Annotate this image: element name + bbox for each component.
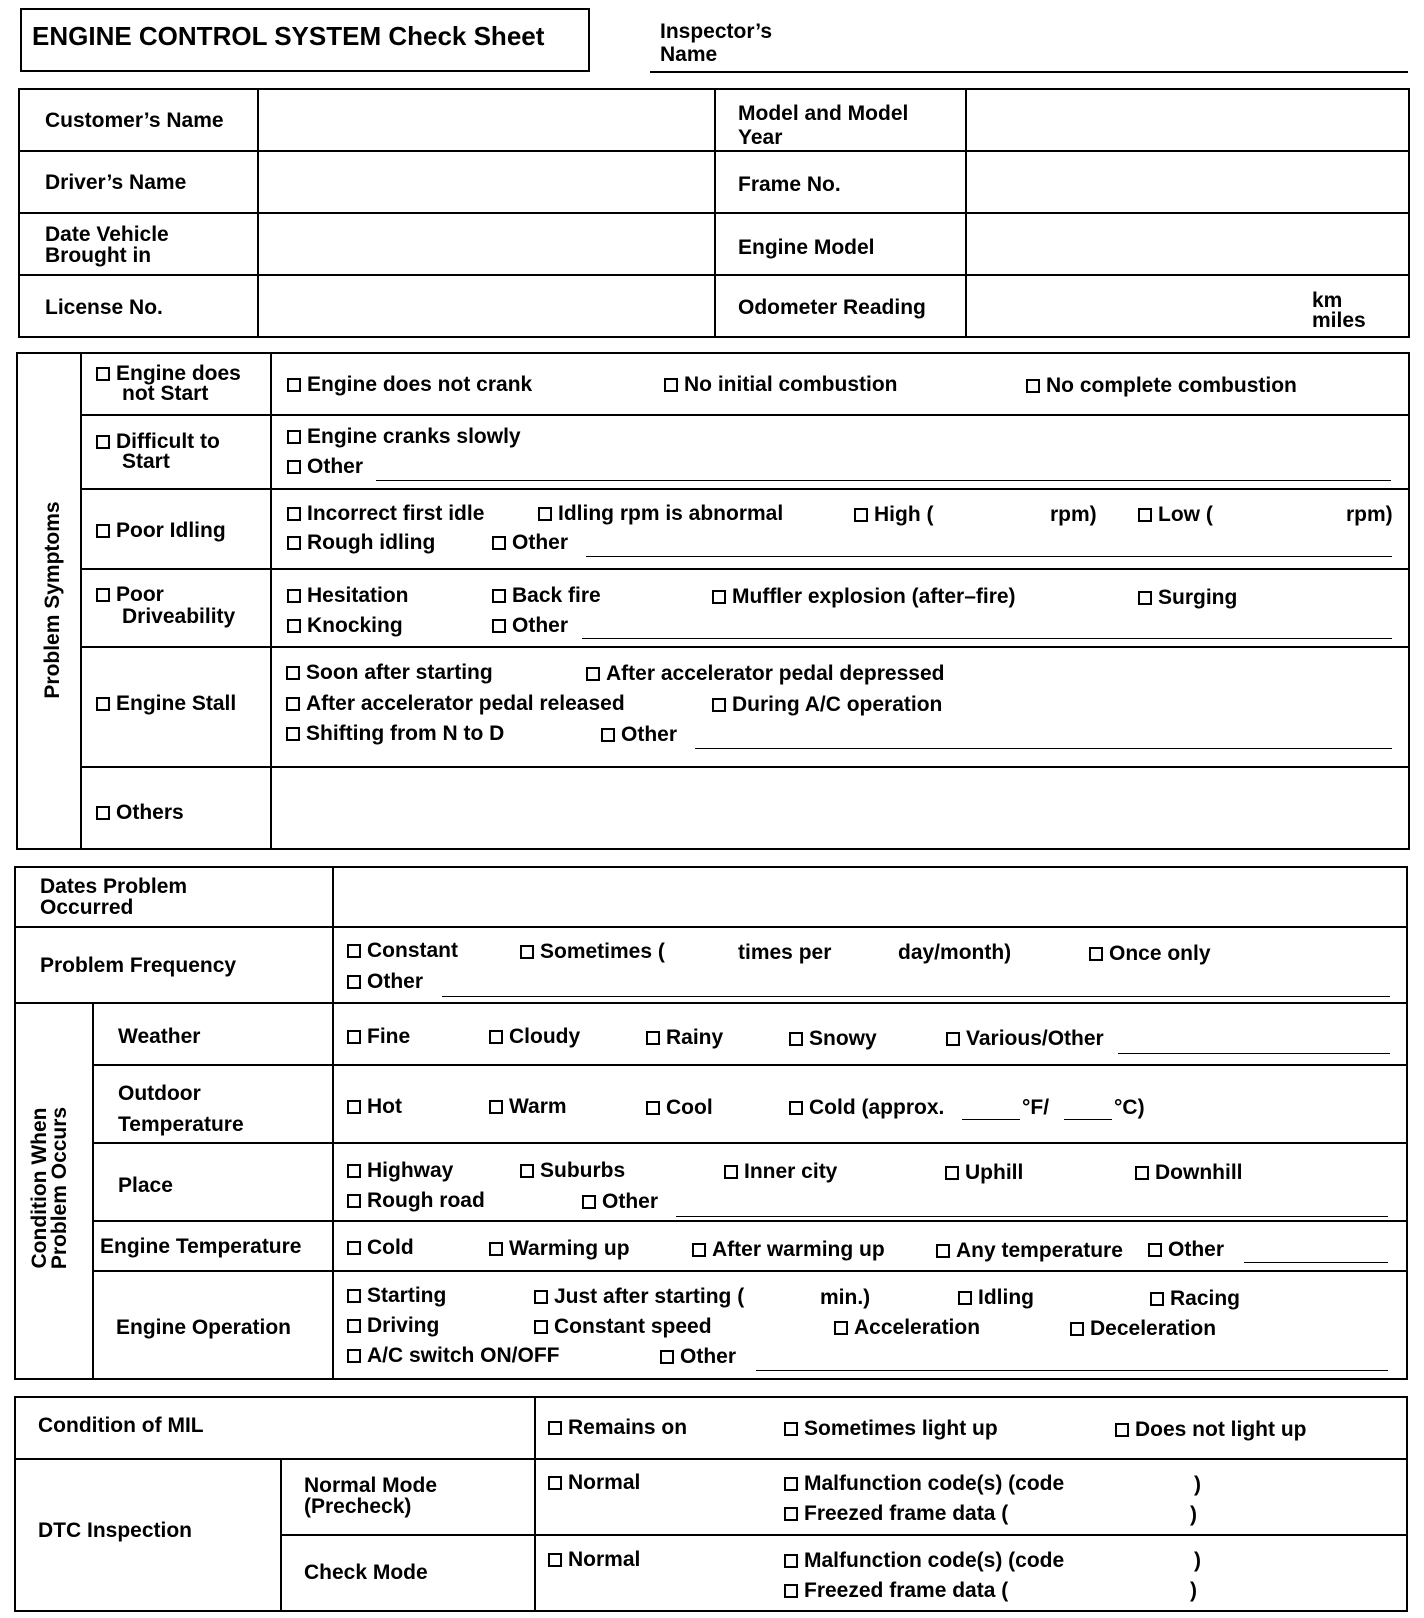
checkbox[interactable] xyxy=(712,590,726,604)
checkbox[interactable] xyxy=(287,460,301,474)
place-other-line[interactable] xyxy=(676,1216,1388,1217)
opt-no-complete-combustion[interactable]: No complete combustion xyxy=(1026,375,1297,397)
opt-back-fire[interactable]: Back fire xyxy=(492,585,601,607)
symptom-others[interactable]: Others xyxy=(96,802,184,824)
normal-mode-malfunction[interactable]: Malfunction code(s) (code xyxy=(784,1473,1064,1495)
checkbox[interactable] xyxy=(96,524,110,538)
place-inner-city[interactable]: Inner city xyxy=(724,1161,837,1183)
weather-rainy[interactable]: Rainy xyxy=(646,1027,723,1049)
inspector-label-line2: Name xyxy=(660,43,718,66)
dates-problem-label: Dates Problem Occurred xyxy=(40,875,188,919)
opt-engine-does-not-crank[interactable]: Engine does not crank xyxy=(287,374,532,396)
normal-mode-label: Normal Mode (Precheck) xyxy=(304,1474,438,1518)
symptom-engine-stall[interactable]: Engine Stall xyxy=(96,693,236,715)
eop-just-after-starting[interactable]: Just after starting ( xyxy=(534,1286,744,1308)
checkbox[interactable] xyxy=(1148,1243,1162,1257)
checkbox[interactable] xyxy=(347,1164,361,1178)
checkbox[interactable] xyxy=(534,1320,548,1334)
customer-name-label: Customer’s Name xyxy=(45,109,224,132)
symptom-poor-driveability[interactable]: Poor Driveability xyxy=(96,584,235,628)
inspector-name-line[interactable] xyxy=(650,71,1408,73)
checkbox[interactable] xyxy=(287,589,301,603)
weather-various-other[interactable]: Various/Other xyxy=(946,1028,1104,1050)
dtc-label: DTC Inspection xyxy=(38,1519,193,1542)
checkbox[interactable] xyxy=(347,1319,361,1333)
temp-hot[interactable]: Hot xyxy=(347,1096,402,1118)
opt-difficult-other[interactable]: Other xyxy=(287,456,363,478)
checkbox[interactable] xyxy=(286,727,300,741)
temp-c-line[interactable] xyxy=(1064,1119,1112,1120)
checkbox[interactable] xyxy=(784,1507,798,1521)
weather-other-line[interactable] xyxy=(1118,1053,1390,1054)
mil-sometimes[interactable]: Sometimes light up xyxy=(784,1418,998,1440)
freq-once-only[interactable]: Once only xyxy=(1089,943,1211,965)
eop-idling[interactable]: Idling xyxy=(958,1287,1034,1309)
checkbox[interactable] xyxy=(548,1476,562,1490)
checkbox[interactable] xyxy=(287,430,301,444)
engine-temp-label: Engine Temperature xyxy=(100,1235,302,1258)
checkbox[interactable] xyxy=(692,1243,706,1257)
checkbox[interactable] xyxy=(287,619,301,633)
checkbox[interactable] xyxy=(96,806,110,820)
eop-constant-speed[interactable]: Constant speed xyxy=(534,1316,712,1338)
odometer-unit-miles: miles xyxy=(1312,309,1366,332)
checkbox[interactable] xyxy=(936,1244,950,1258)
check-mode-malfunction-close: ) xyxy=(1194,1549,1201,1572)
frame-no-label: Frame No. xyxy=(738,173,841,196)
opt-after-pedal-released[interactable]: After accelerator pedal released xyxy=(286,693,625,715)
checkbox[interactable] xyxy=(724,1165,738,1179)
opt-no-initial-combustion[interactable]: No initial combustion xyxy=(664,374,898,396)
checkbox[interactable] xyxy=(96,435,110,449)
checkbox[interactable] xyxy=(586,667,600,681)
checkbox[interactable] xyxy=(548,1421,562,1435)
eop-min-unit: min.) xyxy=(820,1286,871,1309)
eop-other[interactable]: Other xyxy=(660,1346,736,1368)
checkbox[interactable] xyxy=(548,1553,562,1567)
license-field[interactable] xyxy=(260,276,712,336)
eop-acceleration[interactable]: Acceleration xyxy=(834,1317,980,1339)
opt-driveability-other[interactable]: Other xyxy=(492,615,568,637)
opt-stall-other[interactable]: Other xyxy=(601,724,677,746)
freq-other[interactable]: Other xyxy=(347,971,423,993)
checkbox[interactable] xyxy=(784,1422,798,1436)
checkbox[interactable] xyxy=(660,1350,674,1364)
opt-rough-idling[interactable]: Rough idling xyxy=(287,532,435,554)
etemp-other[interactable]: Other xyxy=(1148,1239,1224,1261)
frame-no-field[interactable] xyxy=(968,152,1408,210)
temp-cold[interactable]: Cold (approx. xyxy=(789,1097,944,1119)
place-downhill[interactable]: Downhill xyxy=(1135,1162,1243,1184)
place-other[interactable]: Other xyxy=(582,1191,658,1213)
temp-f-unit: °F/ xyxy=(1022,1096,1050,1119)
checkbox[interactable] xyxy=(347,975,361,989)
temp-warm[interactable]: Warm xyxy=(489,1096,567,1118)
opt-idling-rpm-abnormal[interactable]: Idling rpm is abnormal xyxy=(538,503,783,525)
etemp-after-warming[interactable]: After warming up xyxy=(692,1239,885,1261)
place-highway[interactable]: Highway xyxy=(347,1160,453,1182)
etemp-cold[interactable]: Cold xyxy=(347,1237,414,1259)
customer-name-field[interactable] xyxy=(260,90,712,148)
checkbox[interactable] xyxy=(489,1242,503,1256)
temp-c-unit: °C) xyxy=(1114,1096,1145,1119)
place-rough-road[interactable]: Rough road xyxy=(347,1190,485,1212)
eop-ac-switch[interactable]: A/C switch ON/OFF xyxy=(347,1345,560,1367)
weather-label: Weather xyxy=(118,1025,201,1048)
place-label: Place xyxy=(118,1174,173,1197)
dates-problem-field[interactable] xyxy=(335,868,1406,924)
checkbox[interactable] xyxy=(489,1030,503,1044)
engine-op-label: Engine Operation xyxy=(116,1316,292,1339)
opt-hesitation[interactable]: Hesitation xyxy=(287,585,409,607)
checkbox[interactable] xyxy=(1135,1166,1149,1180)
checkbox[interactable] xyxy=(489,1100,503,1114)
weather-fine[interactable]: Fine xyxy=(347,1026,410,1048)
checkbox[interactable] xyxy=(601,728,615,742)
checkbox[interactable] xyxy=(534,1290,548,1304)
checkbox[interactable] xyxy=(96,588,110,602)
checkbox[interactable] xyxy=(492,589,506,603)
opt-incorrect-first-idle[interactable]: Incorrect first idle xyxy=(287,503,484,525)
eop-starting[interactable]: Starting xyxy=(347,1285,446,1307)
mil-remains-on[interactable]: Remains on xyxy=(548,1417,687,1439)
checkbox[interactable] xyxy=(347,1349,361,1363)
license-label: License No. xyxy=(45,296,163,319)
checkbox[interactable] xyxy=(492,536,506,550)
model-year-field[interactable] xyxy=(968,90,1408,148)
normal-mode-freezed-close: ) xyxy=(1190,1503,1197,1526)
check-mode-label: Check Mode xyxy=(304,1561,428,1584)
checkbox[interactable] xyxy=(347,944,361,958)
checkbox[interactable] xyxy=(286,697,300,711)
checkbox[interactable] xyxy=(1115,1423,1129,1437)
checkbox[interactable] xyxy=(287,507,301,521)
eop-driving[interactable]: Driving xyxy=(347,1315,439,1337)
weather-cloudy[interactable]: Cloudy xyxy=(489,1026,580,1048)
checkbox[interactable] xyxy=(582,1195,596,1209)
inspector-label-line1: Inspector’s xyxy=(660,20,773,43)
engine-model-label: Engine Model xyxy=(738,236,875,259)
checkbox[interactable] xyxy=(96,697,110,711)
checkbox[interactable] xyxy=(347,1241,361,1255)
difficult-other-line[interactable] xyxy=(376,480,1391,481)
checkbox[interactable] xyxy=(1070,1322,1084,1336)
driveability-other-line[interactable] xyxy=(582,638,1392,639)
place-uphill[interactable]: Uphill xyxy=(945,1162,1023,1184)
checkbox[interactable] xyxy=(958,1291,972,1305)
checkbox[interactable] xyxy=(492,619,506,633)
checkbox[interactable] xyxy=(1089,947,1103,961)
eop-racing[interactable]: Racing xyxy=(1150,1288,1240,1310)
checkbox[interactable] xyxy=(945,1166,959,1180)
checkbox[interactable] xyxy=(1138,591,1152,605)
place-suburbs[interactable]: Suburbs xyxy=(520,1160,625,1182)
checkbox[interactable] xyxy=(789,1032,803,1046)
check-mode-freezed-close: ) xyxy=(1190,1579,1197,1602)
etemp-warming-up[interactable]: Warming up xyxy=(489,1238,630,1260)
mil-label: Condition of MIL xyxy=(38,1414,204,1437)
checkbox[interactable] xyxy=(712,698,726,712)
check-mode-freezed[interactable]: Freezed frame data ( xyxy=(784,1580,1008,1602)
checkbox[interactable] xyxy=(520,945,534,959)
checkbox[interactable] xyxy=(286,666,300,680)
opt-after-pedal-depressed[interactable]: After accelerator pedal depressed xyxy=(586,663,944,685)
eop-other-line[interactable] xyxy=(756,1370,1388,1371)
date-brought-field[interactable] xyxy=(260,214,712,272)
freq-times-per: times per xyxy=(738,941,832,964)
inspector-label xyxy=(660,20,772,66)
checkbox[interactable] xyxy=(664,378,678,392)
checkbox[interactable] xyxy=(1026,379,1040,393)
checkbox[interactable] xyxy=(946,1032,960,1046)
opt-soon-after-starting[interactable]: Soon after starting xyxy=(286,662,493,684)
opt-low-rpm[interactable]: Low ( xyxy=(1138,504,1213,526)
normal-mode-malfunction-close: ) xyxy=(1194,1473,1201,1496)
checkbox[interactable] xyxy=(784,1477,798,1491)
check-mode-normal[interactable]: Normal xyxy=(548,1549,640,1571)
checkbox[interactable] xyxy=(784,1554,798,1568)
checkbox[interactable] xyxy=(646,1031,660,1045)
opt-surging[interactable]: Surging xyxy=(1138,587,1237,609)
checkbox[interactable] xyxy=(347,1100,361,1114)
outdoor-temp-label: Outdoor Temperature xyxy=(118,1082,244,1136)
freq-day-month: day/month) xyxy=(898,941,1012,964)
normal-mode-freezed[interactable]: Freezed frame data ( xyxy=(784,1503,1008,1525)
checkbox[interactable] xyxy=(854,508,868,522)
high-rpm-unit: rpm) xyxy=(1050,503,1097,526)
opt-muffler-explosion[interactable]: Muffler explosion (after–fire) xyxy=(712,586,1016,608)
opt-knocking[interactable]: Knocking xyxy=(287,615,403,637)
eop-deceleration[interactable]: Deceleration xyxy=(1070,1318,1216,1340)
engine-model-field[interactable] xyxy=(968,214,1408,272)
problem-symptoms-side-label: Problem Symptoms xyxy=(41,501,64,699)
checkbox[interactable] xyxy=(96,367,110,381)
frequency-label: Problem Frequency xyxy=(40,954,237,977)
checkbox[interactable] xyxy=(520,1164,534,1178)
freq-sometimes[interactable]: Sometimes ( xyxy=(520,941,665,963)
freq-other-line[interactable] xyxy=(442,996,1390,997)
checkbox[interactable] xyxy=(347,1030,361,1044)
driver-name-label: Driver’s Name xyxy=(45,171,187,194)
checkbox[interactable] xyxy=(287,536,301,550)
symptom-poor-idling[interactable]: Poor Idling xyxy=(96,520,226,542)
condition-side-label: Condition When Problem Occurs xyxy=(28,1106,71,1270)
check-mode-malfunction[interactable]: Malfunction code(s) (code xyxy=(784,1550,1064,1572)
weather-snowy[interactable]: Snowy xyxy=(789,1028,877,1050)
checkbox[interactable] xyxy=(784,1584,798,1598)
mil-does-not-light[interactable]: Does not light up xyxy=(1115,1419,1306,1441)
temp-f-line[interactable] xyxy=(962,1119,1020,1120)
symptom-difficult-to-start[interactable]: Difficult to Start xyxy=(96,432,220,472)
opt-shifting-n-to-d[interactable]: Shifting from N to D xyxy=(286,723,504,745)
odometer-label: Odometer Reading xyxy=(738,296,926,319)
odometer-field[interactable] xyxy=(968,276,1298,336)
etemp-any[interactable]: Any temperature xyxy=(936,1240,1123,1262)
opt-engine-cranks-slowly[interactable]: Engine cranks slowly xyxy=(287,426,521,448)
opt-high-rpm[interactable]: High ( xyxy=(854,504,933,526)
checkbox[interactable] xyxy=(1150,1292,1164,1306)
symptom-engine-does-not-start[interactable]: Engine does not Start xyxy=(96,364,241,404)
temp-cool[interactable]: Cool xyxy=(646,1097,713,1119)
stall-other-line[interactable] xyxy=(695,748,1392,749)
date-brought-label: Date Vehicle Brought in xyxy=(45,223,169,267)
checkbox[interactable] xyxy=(646,1101,660,1115)
checkbox[interactable] xyxy=(347,1289,361,1303)
driver-name-field[interactable] xyxy=(260,152,712,210)
checkbox[interactable] xyxy=(1138,508,1152,522)
symptom-others-field[interactable] xyxy=(272,768,1408,848)
poor-idling-other-line[interactable] xyxy=(586,556,1392,557)
model-year-label: Model and Model Year xyxy=(738,102,909,149)
normal-mode-normal[interactable]: Normal xyxy=(548,1472,640,1494)
checkbox[interactable] xyxy=(287,378,301,392)
low-rpm-unit: rpm) xyxy=(1346,503,1393,526)
checkbox[interactable] xyxy=(834,1321,848,1335)
page-title: ENGINE CONTROL SYSTEM Check Sheet xyxy=(32,21,545,51)
etemp-other-line[interactable] xyxy=(1244,1262,1388,1263)
odometer-unit-km: km xyxy=(1312,289,1343,312)
checkbox[interactable] xyxy=(538,507,552,521)
opt-poor-idling-other[interactable]: Other xyxy=(492,532,568,554)
checkbox[interactable] xyxy=(789,1101,803,1115)
checkbox[interactable] xyxy=(347,1194,361,1208)
freq-constant[interactable]: Constant xyxy=(347,940,458,962)
opt-during-ac[interactable]: During A/C operation xyxy=(712,694,942,716)
